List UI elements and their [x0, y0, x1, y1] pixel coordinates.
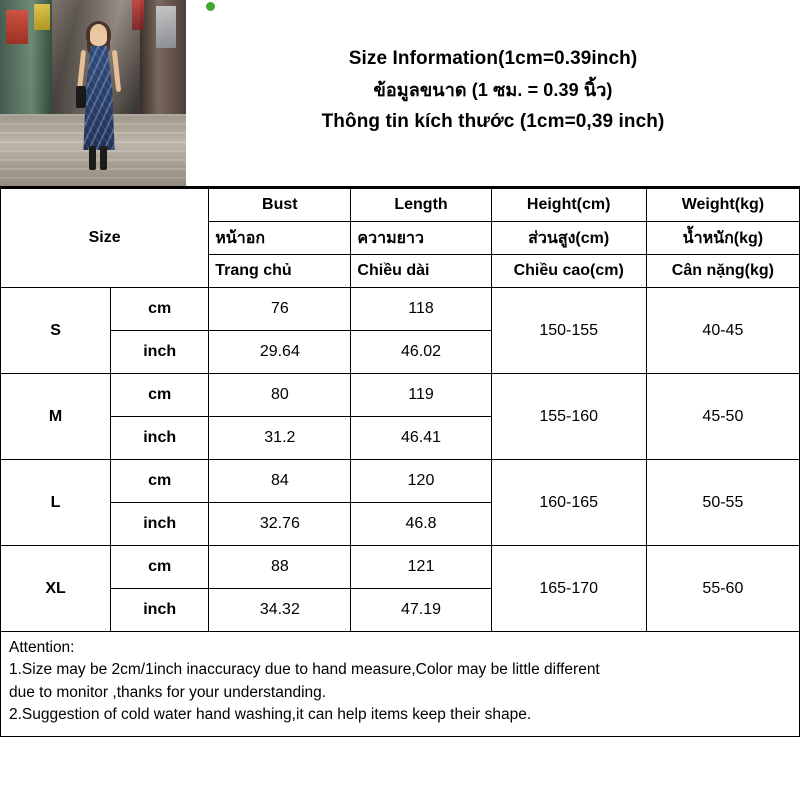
- cell-bust-inch: 32.76: [209, 503, 351, 546]
- header-length-vi: Chiều dài: [351, 255, 491, 288]
- model-dress: [82, 46, 116, 150]
- header-weight-th: น้ำหนัก(kg): [646, 222, 799, 255]
- header-weight-vi: Cân nặng(kg): [646, 255, 799, 288]
- product-photo: [0, 0, 186, 186]
- cell-length-inch: 46.02: [351, 331, 491, 374]
- header-height-vi: Chiều cao(cm): [491, 255, 646, 288]
- photo-street-sign: [156, 6, 176, 48]
- row-size-label: S: [1, 288, 111, 374]
- photo-street-sign: [132, 0, 144, 30]
- title-block: [186, 0, 800, 186]
- row-unit-inch: inch: [111, 589, 209, 632]
- cell-length-inch: 47.19: [351, 589, 491, 632]
- cell-height: 160-165: [491, 460, 646, 546]
- header-bust-vi: Trang chủ: [209, 255, 351, 288]
- model-right-arm: [112, 50, 121, 92]
- cell-length-cm: 120: [351, 460, 491, 503]
- size-table: [0, 188, 800, 632]
- header-bust-en: Bust: [209, 189, 351, 222]
- header-length-en: Length: [351, 189, 491, 222]
- attention-line-1: 1.Size may be 2cm/1inch inaccuracy due to hand measure,Color may be little different: [9, 661, 600, 679]
- row-unit-inch: inch: [111, 417, 209, 460]
- photo-street-sign: [34, 4, 50, 30]
- title-line-thai: ข้อมูลขนาด (1 ซม. = 0.39 นิ้ว): [373, 80, 613, 101]
- size-column-header: Size: [1, 189, 209, 288]
- cell-weight: 40-45: [646, 288, 799, 374]
- photo-street-sign: [6, 10, 28, 44]
- cell-length-cm: 118: [351, 288, 491, 331]
- cell-bust-inch: 34.32: [209, 589, 351, 632]
- row-size-label: L: [1, 460, 111, 546]
- title-line-english: Size Information(1cm=0.39inch): [348, 48, 638, 70]
- attention-heading: Attention:: [9, 639, 75, 656]
- cell-bust-inch: 31.2: [209, 417, 351, 460]
- row-unit-inch: inch: [111, 503, 209, 546]
- header-height-en: Height(cm): [491, 189, 646, 222]
- cell-weight: 45-50: [646, 374, 799, 460]
- row-unit-inch: inch: [111, 331, 209, 374]
- row-unit-cm: cm: [111, 374, 209, 417]
- table-row: [1, 546, 800, 589]
- model-left-leg: [89, 146, 96, 170]
- cell-length-cm: 119: [351, 374, 491, 417]
- cell-bust-cm: 84: [209, 460, 351, 503]
- model-face: [90, 31, 107, 46]
- header-bust-th: หน้าอก: [209, 222, 351, 255]
- row-size-label: XL: [1, 546, 111, 632]
- cell-bust-cm: 76: [209, 288, 351, 331]
- attention-section: [0, 632, 800, 737]
- cell-weight: 55-60: [646, 546, 799, 632]
- cell-bust-cm: 80: [209, 374, 351, 417]
- model-right-leg: [100, 146, 107, 170]
- header-weight-en: Weight(kg): [646, 189, 799, 222]
- cell-length-inch: 46.41: [351, 417, 491, 460]
- row-size-label: M: [1, 374, 111, 460]
- cell-length-inch: 46.8: [351, 503, 491, 546]
- table-row: [1, 460, 800, 503]
- table-row: [1, 374, 800, 417]
- table-row: [1, 288, 800, 331]
- cell-height: 150-155: [491, 288, 646, 374]
- header-section: [0, 0, 800, 188]
- row-unit-cm: cm: [111, 288, 209, 331]
- cell-weight: 50-55: [646, 460, 799, 546]
- cell-height: 165-170: [491, 546, 646, 632]
- table-header-row-english: [1, 189, 800, 222]
- model-figure: [76, 24, 122, 174]
- model-handbag: [76, 86, 86, 108]
- cell-bust-inch: 29.64: [209, 331, 351, 374]
- header-length-th: ความยาว: [351, 222, 491, 255]
- header-height-th: ส่วนสูง(cm): [491, 222, 646, 255]
- attention-line-2: due to monitor ,thanks for your understanding.: [9, 683, 327, 701]
- cell-length-cm: 121: [351, 546, 491, 589]
- cell-height: 155-160: [491, 374, 646, 460]
- attention-line-3: 2.Suggestion of cold water hand washing,it can help items keep their shape.: [9, 706, 532, 724]
- row-unit-cm: cm: [111, 460, 209, 503]
- cell-bust-cm: 88: [209, 546, 351, 589]
- row-unit-cm: cm: [111, 546, 209, 589]
- title-line-vietnamese: Thông tin kích thước (1cm=0,39 inch): [321, 110, 665, 132]
- bottom-margin: [0, 737, 800, 781]
